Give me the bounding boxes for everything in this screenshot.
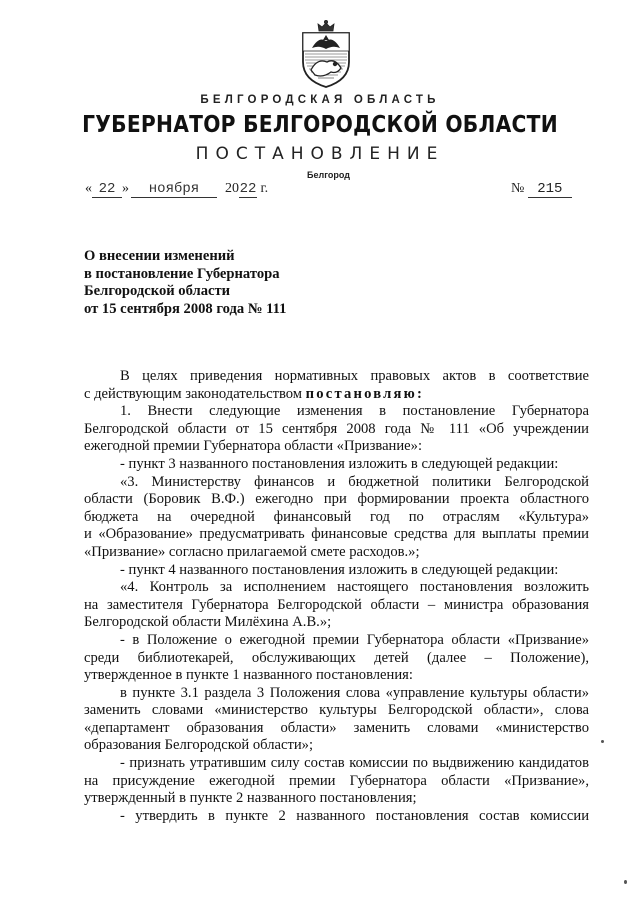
body-line: среди библиотекарей, обслуживающих детей (далее – Положение),	[84, 649, 589, 666]
date-year-prefix: 20	[225, 181, 239, 196]
body-line	[84, 386, 589, 404]
subject-line: Белгородской области	[84, 283, 231, 299]
subject-line: в постановление Губернатора	[84, 265, 280, 282]
document-type: ПОСТАНОВЛЕНИЕ	[195, 144, 445, 164]
date-year-abbr: г.	[260, 181, 269, 196]
body-line: - пункт 3 названного постановления изложить в следующей редакции:	[120, 455, 559, 472]
body-line: - в Положение о ежегодной премии Губернатора области «Призвание»	[120, 631, 589, 648]
body-line: В целях приведения нормативных правовых актов в соответствие	[120, 368, 589, 384]
date-year-suffix: 22	[239, 181, 257, 197]
body-line-text: с действующим законодательством	[84, 385, 303, 402]
governor-title: ГУБЕРНАТОР БЕЛГОРОДСКОЙ ОБЛАСТИ	[82, 112, 558, 138]
body-line: заменить словами «министерство культуры Белгородской области», слова	[84, 702, 589, 719]
decree-body	[84, 368, 589, 825]
body-line: ежегодной премии Губернатора области «Призвание»:	[84, 438, 422, 455]
date-month: ноября	[131, 181, 217, 198]
body-line: на присуждение ежегодной премии Губернатора области «Призвание»,	[84, 772, 589, 789]
body-line: «4. Контроль за исполнением настоящего постановления возложить	[120, 579, 589, 596]
body-line: бюджета на очередной финансовый год по отраслям «Культура»	[84, 508, 589, 525]
body-line: утвержденное в пункте 1 названного постановления:	[84, 667, 413, 684]
decree-number	[511, 181, 572, 198]
body-line: - признать утратившим силу состав комиссии по выдвижению кандидатов	[120, 755, 589, 772]
body-line: Белгородской области Милёхина А.В.»;	[84, 614, 332, 631]
body-line: Белгородской области от 15 сентября 2008 года № 111 «Об учреждении	[84, 420, 589, 437]
scan-speck	[624, 880, 627, 884]
body-line: утвержденный в пункте 2 названного постановления;	[84, 790, 417, 807]
body-line: в пункте 3.1 раздела 3 Положения слова «управление культуры области»	[120, 684, 589, 701]
scan-speck	[601, 740, 604, 743]
number-label: №	[511, 181, 525, 196]
region-name: БЕЛГОРОДСКАЯ ОБЛАСТЬ	[200, 94, 440, 106]
body-line: - пункт 4 названного постановления изложить в следующей редакции:	[120, 561, 559, 578]
subject-line: от 15 сентября 2008 года № 111	[84, 300, 287, 317]
body-line: и «Образование» предусматривать финансовые средства для выплаты премии	[84, 526, 589, 543]
subject-line: О внесении изменений	[84, 248, 235, 264]
body-line: «Призвание» согласно прилагаемой смете расходов.»;	[84, 543, 420, 560]
body-line: образования Белгородской области»;	[84, 737, 314, 754]
city-name: Белгород	[307, 170, 350, 180]
body-line: «департамент образования области» заменить словами «министерство	[84, 719, 589, 736]
decree-subject	[84, 248, 384, 318]
coat-of-arms-icon	[297, 18, 355, 90]
date-day: 22	[92, 181, 122, 198]
body-line: 1. Внести следующие изменения в постановление Губернатора	[120, 403, 589, 420]
number-value: 215	[528, 181, 572, 198]
date-line: « 22 » ноября 2022 г.	[85, 181, 269, 197]
body-line: «3. Министерству финансов и бюджетной политики Белгородской	[120, 473, 589, 490]
decree-word: постановляю:	[305, 385, 425, 402]
body-line: на заместителя Губернатора Белгородской области – министра образования	[84, 596, 589, 613]
body-line: области (Боровик В.Ф.) ежегодно при формировании проекта областного	[84, 491, 589, 508]
body-line: - утвердить в пункте 2 названного постановления состав комиссии	[120, 807, 589, 824]
